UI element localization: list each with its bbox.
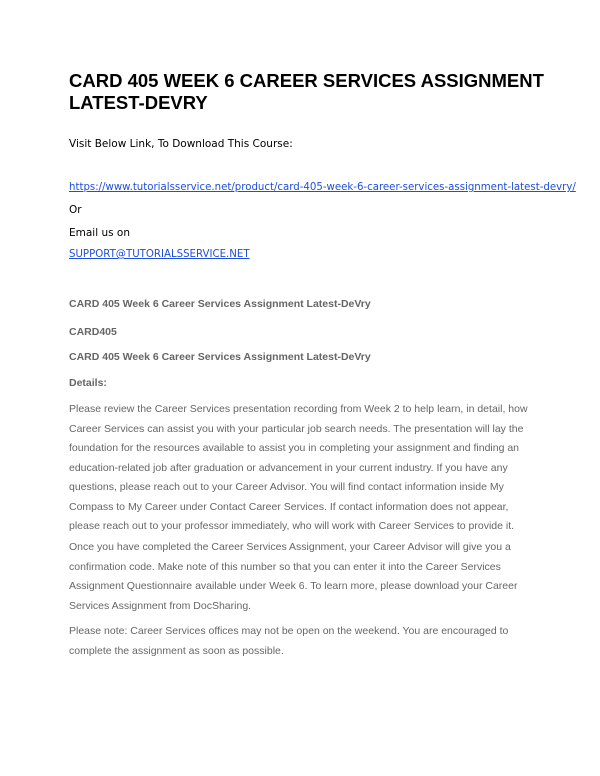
email-label: Email us on [69, 227, 131, 239]
section-heading: CARD 405 Week 6 Career Services Assignment Latest-DeVry [69, 298, 371, 310]
details-paragraph-3: Please note: Career Services offices may not be open on the weekend. You are encouraged to complete the assignment as soon as possible. [69, 625, 509, 657]
details-paragraph-1: Please review the Career Services presentation recording from Week 2 to help learn, in detail, how Career Services can assist you with your particular job search needs. The presentation will lay the foundation for the resources available to assist you in completing your assignment and finding an education-related job after graduation or advancement in your current industry. If you have any questions, please reach out to your Career Advisor. You will find contact information inside My Compass to My Career under Contact Career Services. If contact information does not appear, please reach out to your professor immediately, who will work with Career Services to provide it. [69, 403, 528, 532]
details-paragraph-2: Once you have completed the Career Services Assignment, your Career Advisor will give you a confirmation code. Make note of this number so that you can enter it into the Career Services Assignment Questionnaire available under Week 6. To learn more, please download your Career Services Assignment from DocSharing. [69, 541, 518, 612]
section-subheading: CARD 405 Week 6 Career Services Assignment Latest-DeVry [69, 351, 371, 363]
or-text: Or [69, 204, 82, 216]
visit-instruction: Visit Below Link, To Download This Course: [69, 138, 293, 150]
details-label: Details: [69, 377, 107, 389]
course-code-heading: CARD405 [69, 326, 117, 338]
document-title: CARD 405 WEEK 6 CAREER SERVICES ASSIGNMENT LATEST-DEVRY [69, 70, 544, 113]
support-email-link[interactable]: SUPPORT@TUTORIALSSERVICE.NET [69, 249, 250, 260]
course-download-link[interactable]: https://www.tutorialsservice.net/product/card-405-week-6-career-services-assignment-latest-devry/ [69, 182, 576, 193]
